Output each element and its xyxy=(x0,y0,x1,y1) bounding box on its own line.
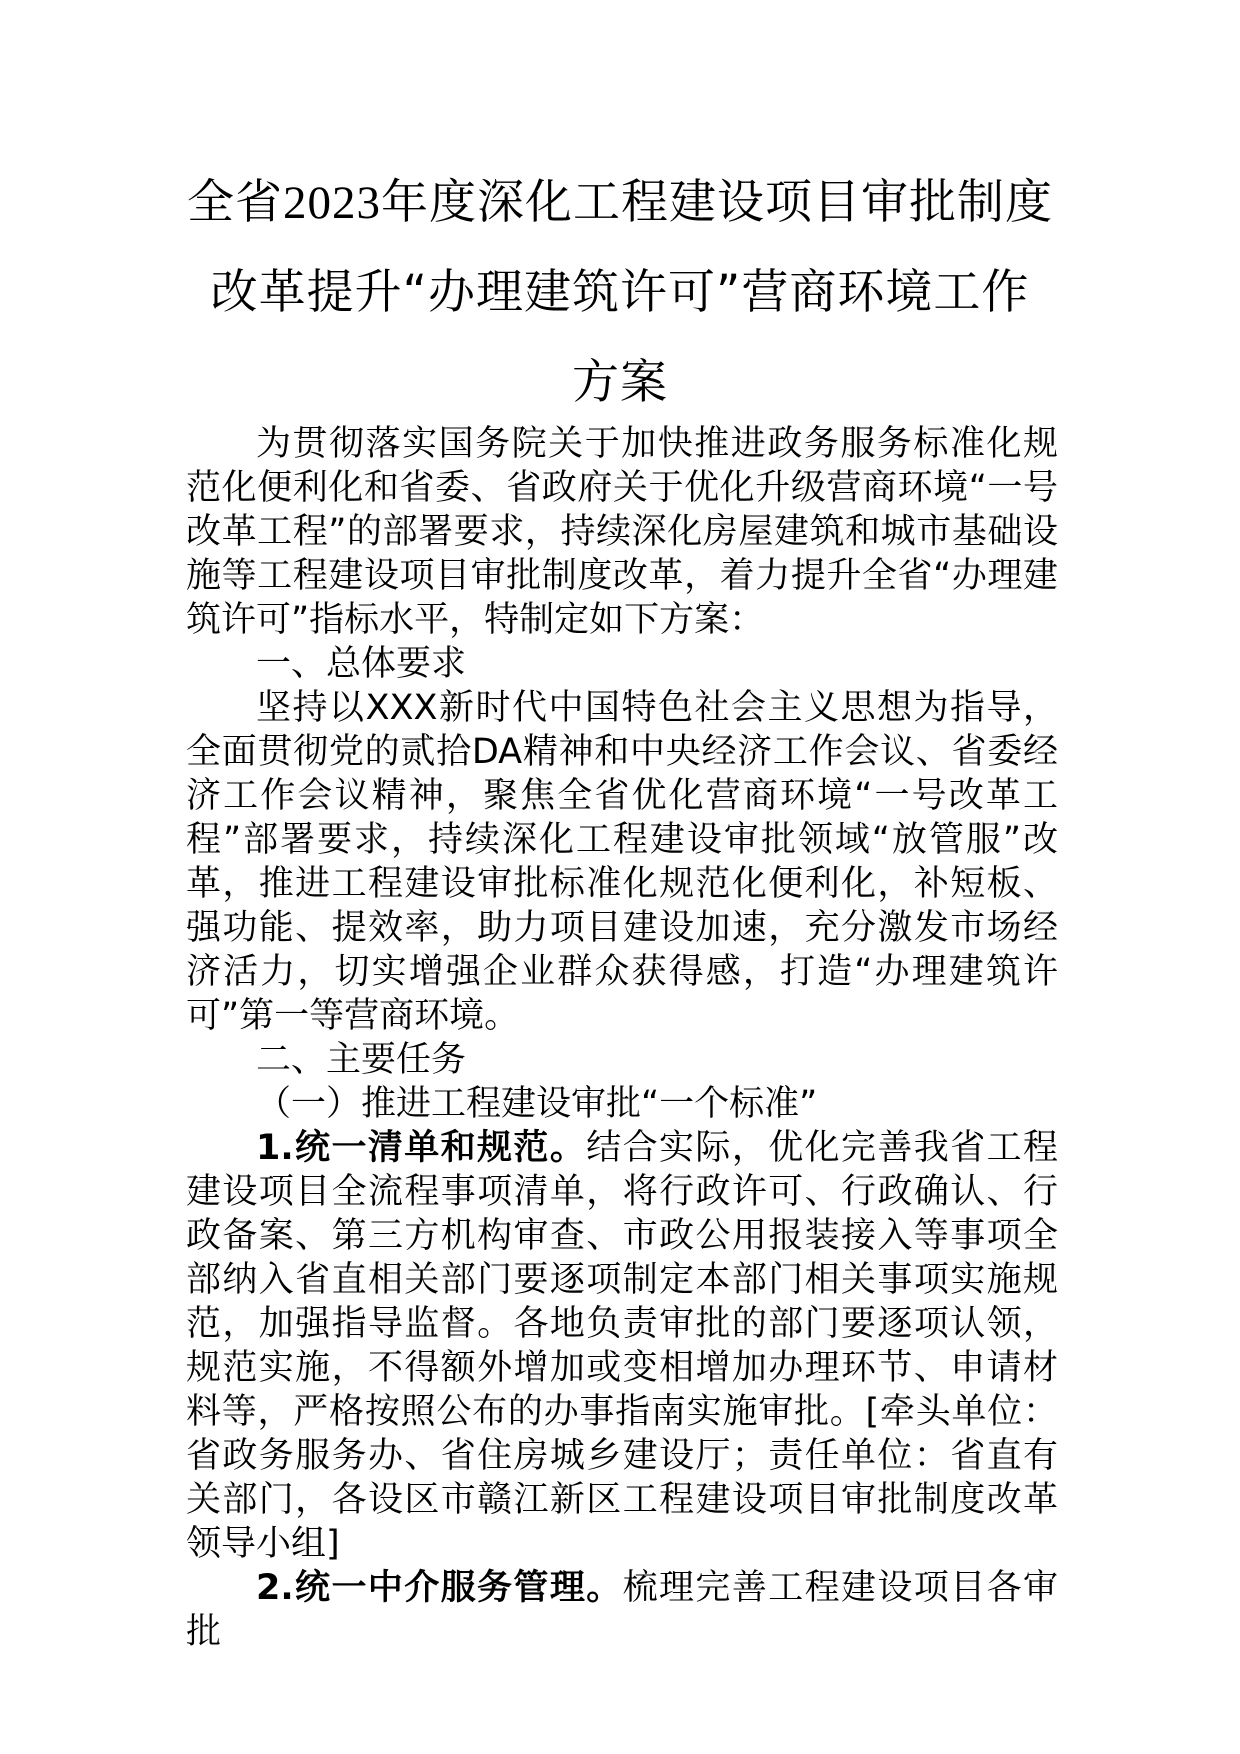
task-2-text: 梳理完善工程建设项目各审批 xyxy=(186,1568,1058,1652)
title-line-1-a: 全省 xyxy=(187,175,283,230)
title-line-3: 方案 xyxy=(572,355,668,410)
paragraph-guiding-principles: 坚持以XXX新时代中国特色社会主义思想为指导，全面贯彻党的贰拾DA精神和中央经济工作会议、省委经济工作会议精神，聚焦全省优化营商环境“一号改革工程”部署要求，持续深化工程建设审批领域“放管服”改革，推进工程建设审批标准化规范化便利化，补短板、强功能、提效率，助力项目建设加速，充分激发市场经济活力，切实增强企业群众获得感，打造“办理建筑许可”第一等营商环境。 xyxy=(186,688,1058,1036)
task-1-heading: 1.统一清单和规范。 xyxy=(256,1128,587,1168)
title-line-1-b: 年度深化工程建设项目审批制度 xyxy=(381,175,1053,230)
subheading-one-standard: （一）推进工程建设审批“一个标准” xyxy=(256,1084,818,1124)
paragraph-intro: 为贯彻落实国务院关于加快推进政务服务标准化规范化便利化和省委、省政府关于优化升级营商环境“一号改革工程”的部署要求，持续深化房屋建筑和城市基础设施等工程建设项目审批制度改革，着力提升全省“办理建筑许可”指标水平，特制定如下方案： xyxy=(186,424,1058,640)
title-year: 2023 xyxy=(283,177,381,229)
heading-general-requirements: 一、总体要求 xyxy=(256,644,467,684)
paragraph-task-1 xyxy=(186,1126,1058,1566)
paragraph-task-2 xyxy=(186,1566,1058,1654)
heading-main-tasks: 二、主要任务 xyxy=(256,1040,467,1080)
document-body xyxy=(186,422,1058,1654)
task-1-text: 结合实际，优化完善我省工程建设项目全流程事项清单，将行政许可、行政确认、行政备案、第三方机构审查、市政公用报装接入等事项全部纳入省直相关部门要逐项制定本部门相关事项实施规范，加强指导监督。各地负责审批的部门要逐项认领，规范实施，不得额外增加或变相增加办理环节、申请材料等，严格按照公布的办事指南实施审批。[牵头单位：省政务服务办、省住房城乡建设厅；责任单位：省直有关部门，各设区市赣江新区工程建设项目审批制度改革领导小组] xyxy=(186,1128,1058,1564)
title-line-1 xyxy=(140,158,1100,248)
task-2-heading: 2.统一中介服务管理。 xyxy=(256,1568,623,1608)
title-line-2: 改革提升“办理建筑许可”营商环境工作 xyxy=(210,265,1030,320)
document-title xyxy=(140,158,1100,428)
